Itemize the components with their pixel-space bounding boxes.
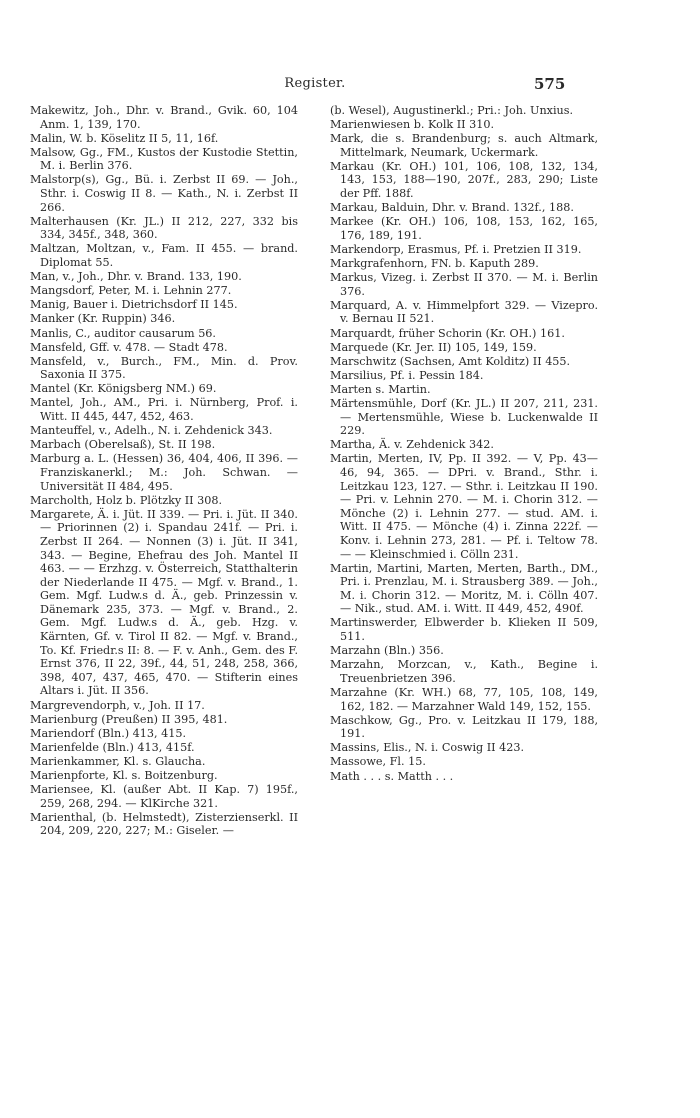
- index-entry: Markgrafenhorn, FN. b. Kaputh 289.: [330, 257, 539, 271]
- index-entry: Makewitz, Joh., Dhr. v. Brand., Gvik. 60, 104 Anm. 1, 139, 170.: [30, 104, 298, 131]
- index-entry: Marburg a. L. (Hessen) 36, 404, 406, II 396. — Franziskanerkl.; M.: Joh. Schwan. — Universität II 484, 495.: [30, 452, 298, 493]
- index-entry: Markau, Balduin, Dhr. v. Brand. 132f., 188.: [330, 201, 574, 215]
- index-entry: Man, v., Joh., Dhr. v. Brand. 133, 190.: [30, 270, 242, 284]
- index-entry: Mantel, Joh., AM., Pri. i. Nürnberg, Prof. i. Witt. II 445, 447, 452, 463.: [30, 396, 298, 424]
- index-entry: Markau (Kr. OH.) 101, 106, 108, 132, 134, 143, 153, 188—190, 207f., 283, 290; Liste der Pff. 188f.: [330, 159, 598, 201]
- index-column-right: [330, 104, 598, 784]
- index-entry: Marbach (Oberelsaß), St. II 198.: [30, 438, 216, 452]
- index-entry: Marschwitz (Sachsen, Amt Kolditz) II 455.: [330, 354, 571, 368]
- index-entry: Marienwiesen b. Kolk II 310.: [330, 118, 495, 132]
- index-entry: Margrevendorph, v., Joh. II 17.: [30, 698, 205, 712]
- index-entry: Marienfelde (Bln.) 413, 415f.: [30, 740, 195, 754]
- index-entry: Marquede (Kr. Jer. II) 105, 149, 159.: [330, 340, 537, 354]
- index-entry: Mangsdorf, Peter, M. i. Lehnin 277.: [30, 284, 232, 298]
- index-entry: Marienpforte, Kl. s. Boitzenburg.: [30, 769, 218, 782]
- index-entry: Maltzan, Moltzan, v., Fam. II 455. — brand. Diplomat 55.: [30, 242, 298, 270]
- index-entry: Mansfeld, v., Burch., FM., Min. d. Prov. Saxonia II 375.: [30, 354, 298, 382]
- index-entry: Maschkow, Gg., Pro. v. Leitzkau II 179, 188, 191.: [330, 713, 598, 741]
- index-entry: Malstorp(s), Gg., Bü. i. Zerbst II 69. — Joh., Sthr. i. Coswig II 8. — Kath., N. i. Zerbst II 266.: [30, 173, 298, 214]
- index-entry: Marienthal, (b. Helmstedt), Zisterzienserkl. II 204, 209, 220, 227; M.: Giseler. —: [30, 810, 298, 838]
- index-entry: Massins, Elis., N. i. Coswig II 423.: [330, 741, 525, 755]
- index-entry: Mark, die s. Brandenburg; s. auch Altmark, Mittelmark, Neumark, Uckermark.: [330, 132, 598, 159]
- index-entry: Mantel (Kr. Königsberg NM.) 69.: [30, 382, 217, 396]
- index-entry: Martin, Martini, Marten, Merten, Barth., DM., Pri. i. Prenzlau, M. i. Strausberg 389. — Joh., M. i. Chorin 312. — Moritz, M. i. Cölln 407. — Nik., stud. AM. i. Witt. II 449, 452, 490f.: [330, 561, 598, 616]
- index-entry: Margarete, Ä. i. Jüt. II 339. — Pri. i. Jüt. II 340. — Priorinnen (2) i. Spandau 241f. — Pri. i. Zerbst II 264. — Nonnen (3) i. Jüt. II 341, 343. — Begine, Ehefrau des Joh. Mantel II 463. — — Erzhzg. v. Österreich, Statthalterin der Niederlande II 475. — Mgf. v. Brand., 1. Gem. Mgf. Ludw.s d. Ä., geb. Prinzessin v. Dänemark 235, 373. — Mgf. v. Brand., 2. Gem. Mgf. Ludw.s d. Ä., geb. Hzg. v. Kärnten, Gf. v. Tirol II 82. — Mgf. v. Brand., To. Kf. Friedr.s II: 8. — F. v. Anh., Gem. des F. Ernst 376, II 22, 39f., 44, 51, 248, 258, 366, 398, 407, 437, 465, 470. — Stifterin eines Altars i. Jüt. II 356.: [30, 507, 298, 698]
- index-entry: Manlis, C., auditor causarum 56.: [30, 326, 216, 340]
- index-entry: Marten s. Martin.: [330, 382, 431, 396]
- index-entry: Markus, Vizeg. i. Zerbst II 370. — M. i. Berlin 376.: [330, 271, 598, 298]
- index-entry: Manteuffel, v., Adelh., N. i. Zehdenick 343.: [30, 424, 273, 438]
- page-number: 575: [534, 75, 566, 93]
- index-entry: Malin, W. b. Köselitz II 5, 11, 16f.: [30, 131, 219, 145]
- index-entry: Markee (Kr. OH.) 106, 108, 153, 162, 165, 176, 189, 191.: [330, 215, 598, 242]
- index-entry: Martinswerder, Elbwerder b. Klieken II 509, 511.: [330, 616, 598, 644]
- index-entry: Märtensmühle, Dorf (Kr. JL.) II 207, 211, 231. — Mertensmühle, Wiese b. Luckenwalde II 229.: [330, 396, 598, 438]
- index-entry: Markendorp, Erasmus, Pf. i. Pretzien II 319.: [330, 242, 582, 256]
- index-entry: Marzahne (Kr. WH.) 68, 77, 105, 108, 149, 162, 182. — Marzahner Wald 149, 152, 155.: [330, 685, 598, 713]
- index-entry: Mariendorf (Bln.) 413, 415.: [30, 726, 187, 740]
- index-entry: (b. Wesel), Augustinerkl.; Pri.: Joh. Unxius.: [330, 104, 574, 117]
- index-column-left: [30, 104, 298, 838]
- index-entry: Manig, Bauer i. Dietrichsdorf II 145.: [30, 298, 238, 312]
- index-entry: Marcholth, Holz b. Plötzky II 308.: [30, 493, 223, 507]
- index-entry: Marzahn, Morzcan, v., Kath., Begine i. Treuenbrietzen 396.: [330, 658, 598, 685]
- index-entry: Math . . . s. Matth . . .: [330, 769, 454, 783]
- index-entry: Malterhausen (Kr. JL.) II 212, 227, 332 bis 334, 345f., 348, 360.: [30, 214, 298, 242]
- running-title: Register.: [284, 76, 346, 91]
- index-entry: Marsilius, Pf. i. Pessin 184.: [330, 368, 484, 382]
- index-entry: Marienburg (Preußen) II 395, 481.: [30, 712, 228, 726]
- index-entry: Marzahn (Bln.) 356.: [330, 644, 444, 658]
- index-entry: Mansfeld, Gff. v. 478. — Stadt 478.: [30, 340, 228, 354]
- index-entry: Mariensee, Kl. (außer Abt. II Kap. 7) 195f., 259, 268, 294. — KlKirche 321.: [30, 783, 298, 810]
- page-header: [0, 76, 700, 96]
- index-entry: Martin, Merten, IV, Pp. II 392. — V, Pp. 43—46, 94, 365. — DPri. v. Brand., Sthr. i. Leitzkau 123, 127. — Sthr. i. Leitzkau II 190. — Pri. v. Lehnin 270. — M. i. Chorin 312. — Mönche (2) i. Lehnin 277. — stud. AM. i. Witt. II 475. — Mönche (4) i. Zinna 222f. — Konv. i. Lehnin 273, 281. — Pf. i. Teltow 78. — — Kleinschmied i. Cölln 231.: [330, 452, 598, 561]
- index-entry: Manker (Kr. Ruppin) 346.: [30, 312, 176, 326]
- index-entry: Marquard, A. v. Himmelpfort 329. — Vizepro. v. Bernau II 521.: [330, 298, 598, 326]
- index-entry: Marienkammer, Kl. s. Glaucha.: [30, 754, 206, 768]
- index-entry: Massowe, Fl. 15.: [330, 755, 426, 769]
- index-entry: Malsow, Gg., FM., Kustos der Kustodie Stettin, M. i. Berlin 376.: [30, 145, 298, 173]
- index-entry: Martha, Ä. v. Zehdenick 342.: [330, 438, 494, 452]
- index-entry: Marquardt, früher Schorin (Kr. OH.) 161.: [330, 326, 565, 340]
